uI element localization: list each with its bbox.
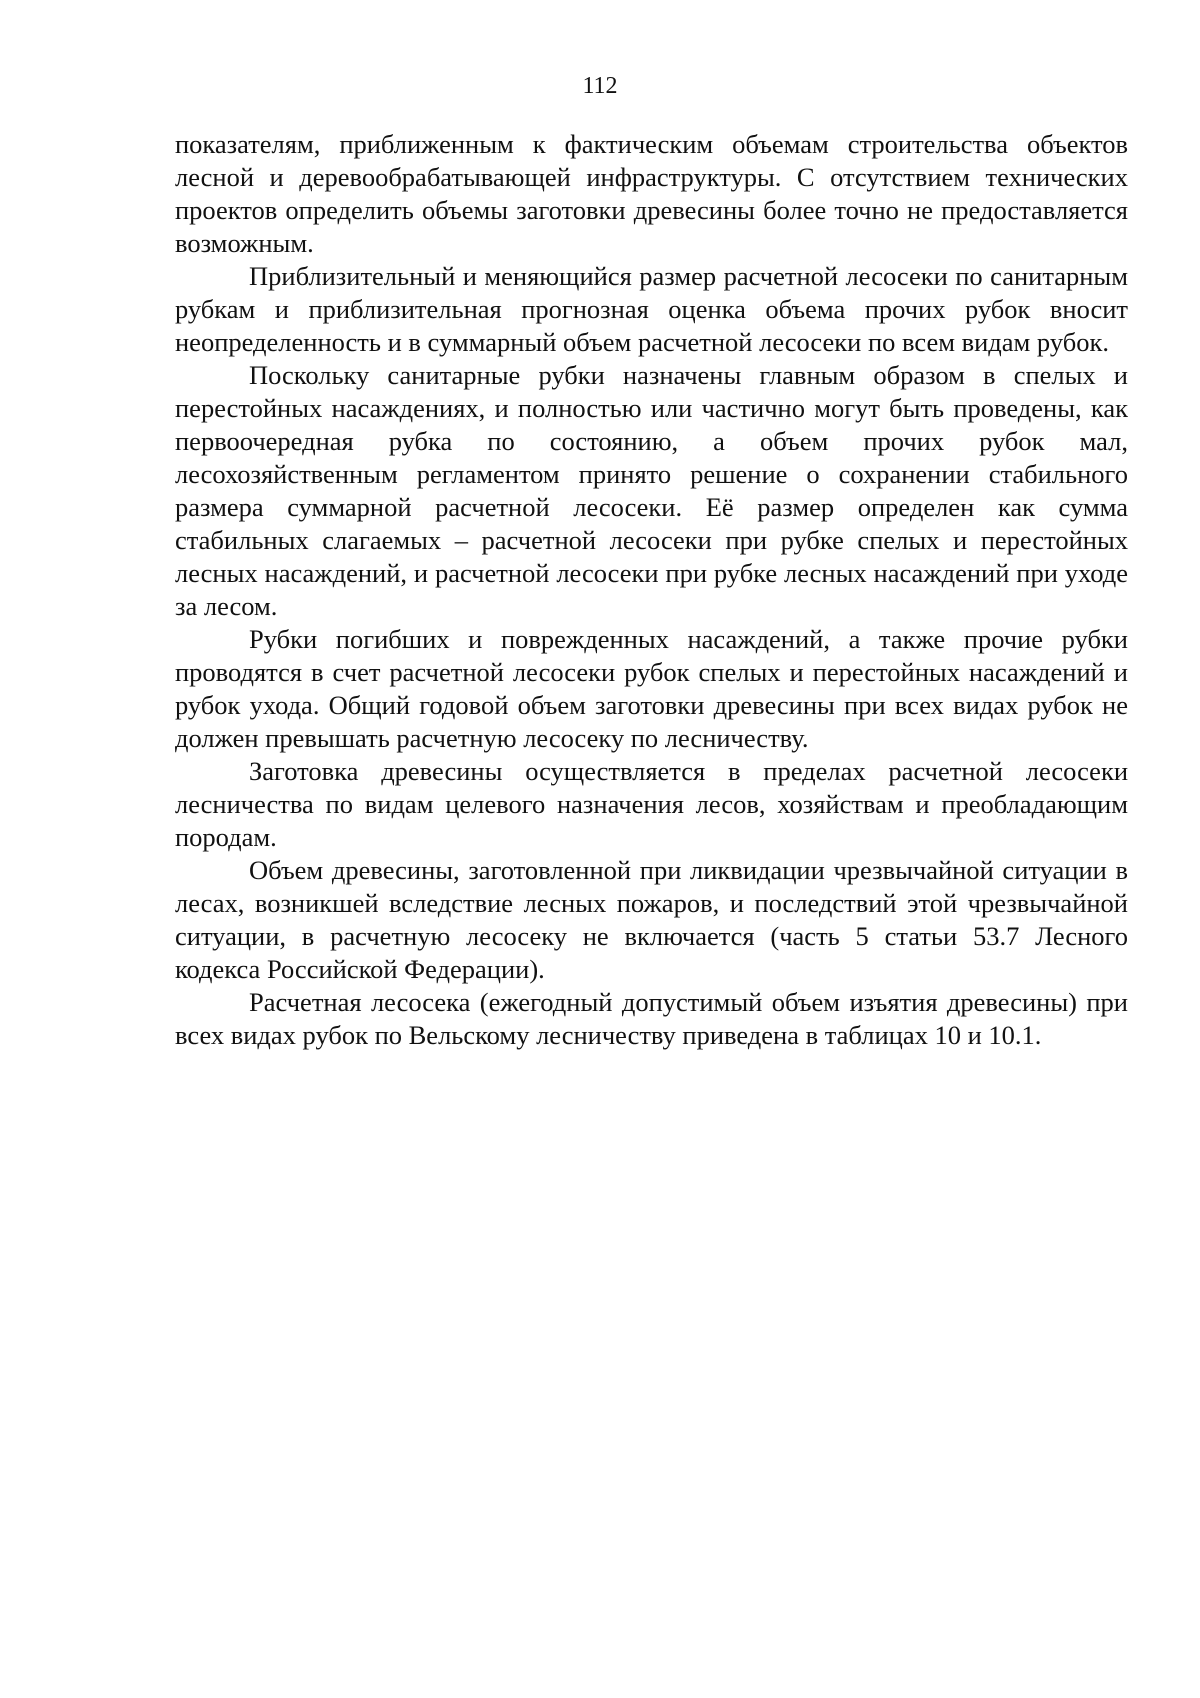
paragraph-harvesting-limits: Заготовка древесины осуществляется в пределах расчетной лесосеки лесничества по видам целевого назначения лесов, хозяйствам и преобладающим породам. [175,756,1128,852]
paragraph-stable-allowable-cut: Поскольку санитарные рубки назначены главным образом в спелых и перестойных насаждениях, и полностью или частично могут быть проведены, как первоочередная рубка по состоянию, а объем прочих рубок мал, лесохозяйственным регламентом принято решение о сохранении стабильного размера суммарной расчетной лесосеки. Её размер определен как сумма стабильных слагаемых – расчетной лесосеки при рубке спелых и перестойных лесных насаждений, и расчетной лесосеки при рубке лесных насаждений при уходе за лесом. [175,360,1128,621]
paragraph-emergency-volume: Объем древесины, заготовленной при ликвидации чрезвычайной ситуации в лесах, возникшей вследствие лесных пожаров, и последствий этой чрезвычайной ситуации, в расчетную лесосеку не включается (часть 5 статьи 53.7 Лесного кодекса Российской Федерации). [175,855,1128,984]
paragraph-continuation: показателям, приближенным к фактическим объемам строительства объектов лесной и деревообрабатывающей инфраструктуры. С отсутствием технических проектов определить объемы заготовки древесины более точно не предоставляется возможным. [175,129,1128,258]
document-body [175,128,1128,1052]
paragraph-sanitary-felling-uncertainty: Приблизительный и меняющийся размер расчетной лесосеки по санитарным рубкам и приблизительная прогнозная оценка объема прочих рубок вносит неопределенность и в суммарный объем расчетной лесосеки по всем видам рубок. [175,261,1128,357]
paragraph-dead-stands-felling: Рубки погибших и поврежденных насаждений, а также прочие рубки проводятся в счет расчетной лесосеки рубок спелых и перестойных насаждений и рубок ухода. Общий годовой объем заготовки древесины при всех видах рубок не должен превышать расчетную лесосеку по лесничеству. [175,624,1128,753]
page-number: 112 [582,73,618,99]
paragraph-tables-reference: Расчетная лесосека (ежегодный допустимый объем изъятия древесины) при всех видах рубок по Вельскому лесничеству приведена в таблицах 10 и 10.1. [175,987,1128,1050]
